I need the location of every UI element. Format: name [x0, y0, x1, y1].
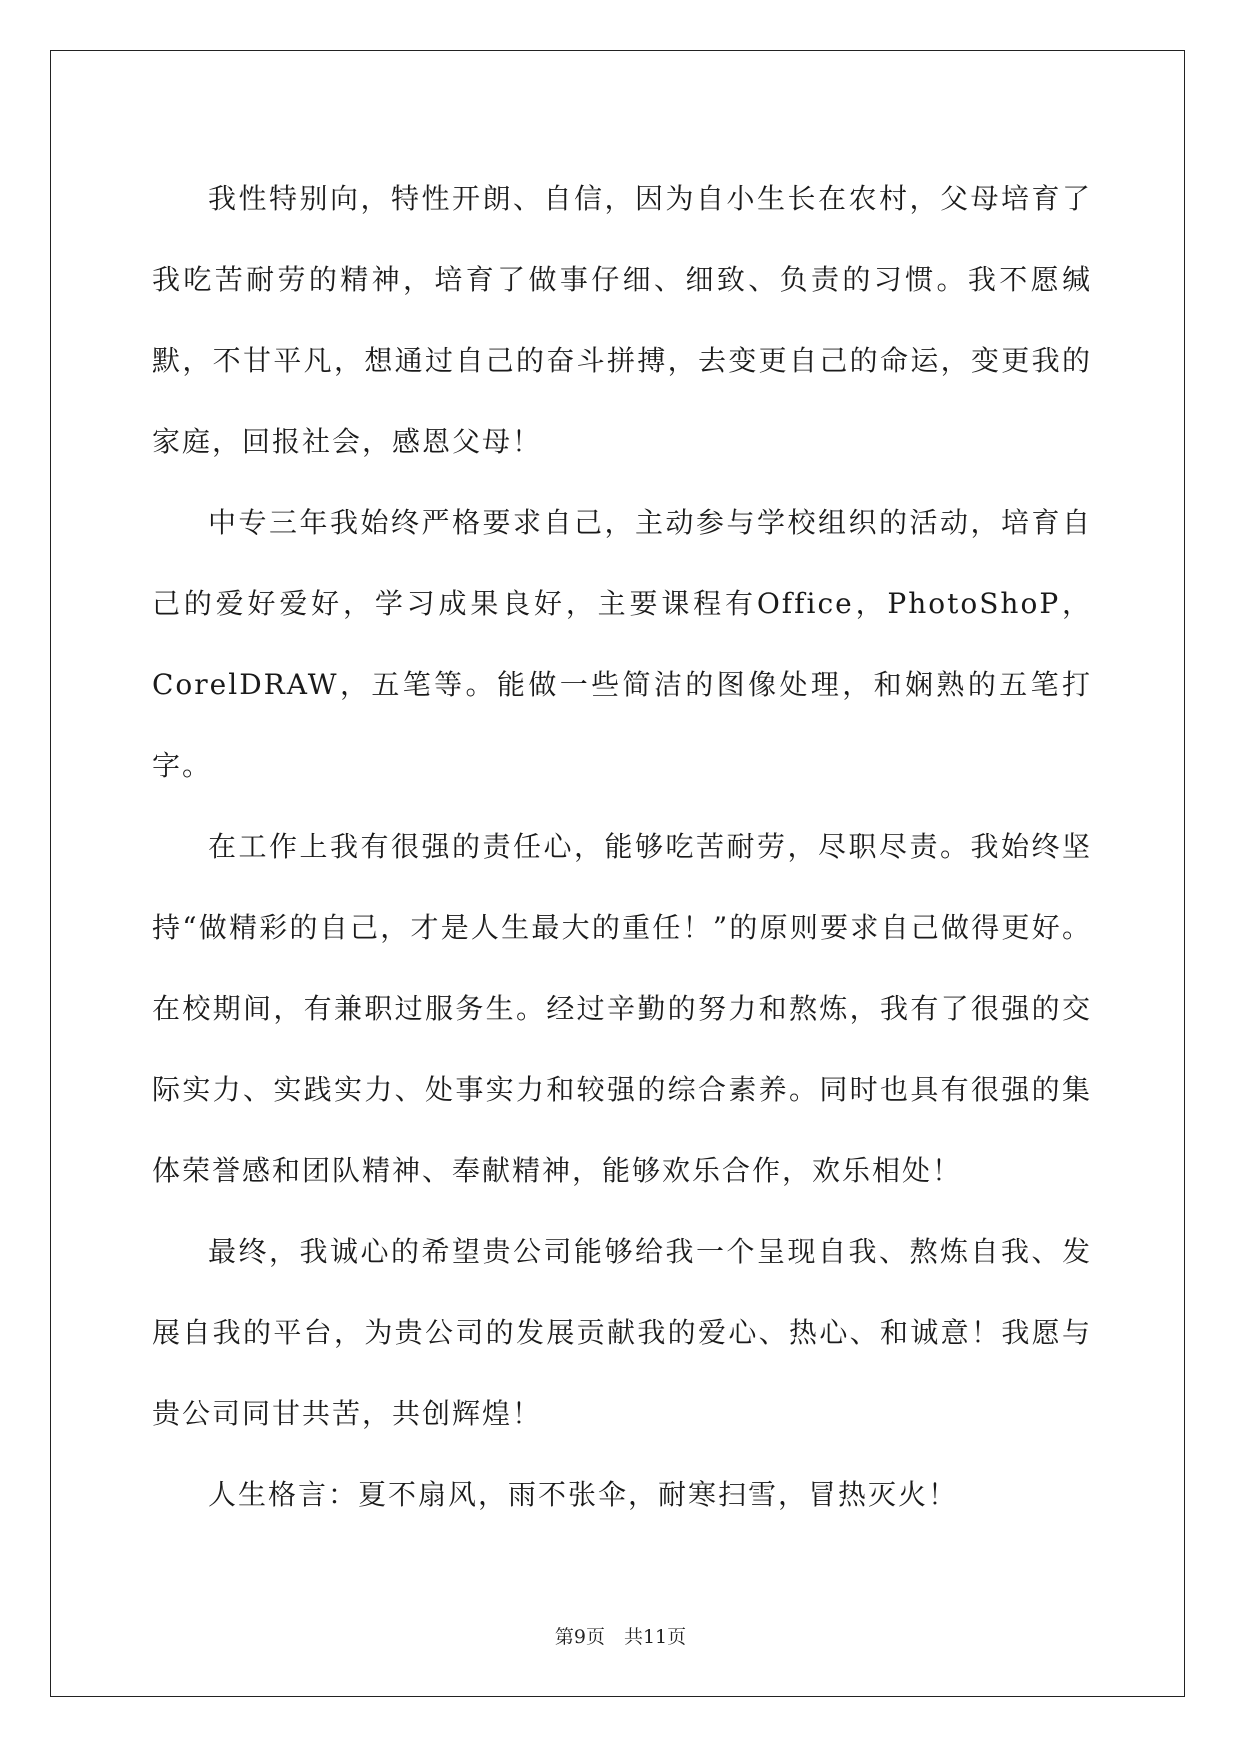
paragraph-2: 中专三年我始终严格要求自己，主动参与学校组织的活动，培育自己的爱好爱好，学习成果良好，主要课程有Office，PhotoShoP，CorelDRAW，五笔等。能做一些简洁的图像处理，和娴熟的五笔打字。 [152, 506, 1092, 782]
paragraph-3: 在工作上我有很强的责任心，能够吃苦耐劳，尽职尽责。我始终坚持“做精彩的自己，才是人生最大的重任！”的原则要求自己做得更好。在校期间，有兼职过服务生。经过辛勤的努力和熬炼，我有了很强的交际实力、实践实力、处事实力和较强的综合素养。同时也具有很强的集体荣誉感和团队精神、奉献精神，能够欢乐合作，欢乐相处！ [152, 830, 1092, 1187]
paragraph-5: 人生格言：夏不扇风，雨不张伞，耐寒扫雪，冒热灭火！ [208, 1478, 959, 1511]
paragraph-4: 最终，我诚心的希望贵公司能够给我一个呈现自我、熬炼自我、发展自我的平台，为贵公司的发展贡献我的爱心、热心、和诚意！我愿与贵公司同甘共苦，共创辉煌！ [152, 1235, 1092, 1430]
paragraph-1: 我性特别向，特性开朗、自信，因为自小生长在农村，父母培育了我吃苦耐劳的精神，培育了做事仔细、细致、负责的习惯。我不愿缄默，不甘平凡，想通过自己的奋斗拼搏，去变更自己的命运，变更我的家庭，回报社会，感恩父母！ [152, 182, 1092, 458]
page-number-footer: 第9页 共11页 [554, 1626, 687, 1648]
document-body [152, 158, 1092, 1535]
